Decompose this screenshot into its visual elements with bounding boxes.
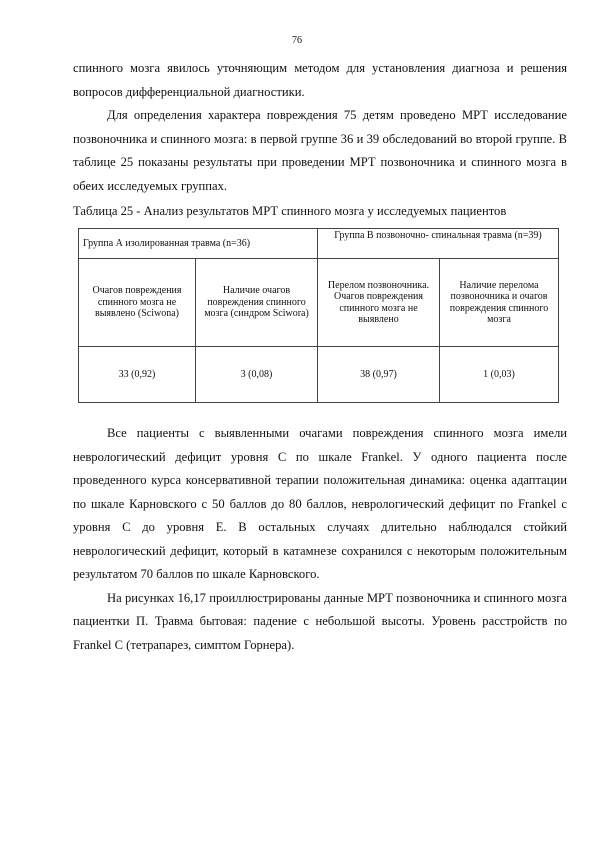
paragraph-frankel: Все пациенты с выявленными очагами повреждения спинного мозга имели неврологический дефицит уровня С по шкале Frankel. У одного пациента после проведенного курса консервативной терапии положительная динамика: оценка адаптации по шкале Карновского с 50 баллов до 80 баллов, неврологический дефицит по Frankel с уровня С до уровня Е. В остальных случаях длительно наблюдался стойкий неврологический дефицит, который в катамнезе сохранился с некоторым положительным результатом 70 баллов по шкале Карновского.: [73, 426, 567, 581]
table-row: [79, 347, 559, 403]
body-text-bottom: [73, 422, 567, 657]
page-number: 76: [292, 35, 302, 46]
table-value-cell: 38 (0,97): [318, 347, 440, 403]
table-value-cell: 33 (0,92): [79, 347, 196, 403]
table-header-cell: Перелом позвоночника. Очагов повреждения спинного мозга не выявлено: [318, 259, 440, 347]
paragraph-intro: спинного мозга явилось уточняющим методом для установления диагноза и решения вопросов дифференциальной диагностики.: [73, 61, 567, 99]
table-header-cell: Наличие очагов повреждения спинного мозга (синдром Sciwora): [196, 259, 318, 347]
body-text-top: [73, 57, 567, 198]
paragraph-mri-study: Для определения характера повреждения 75 детям проведено МРТ исследование позвоночника и спинного мозга: в первой группе 36 и 39 обследований во второй группе. В таблице 25 показаны результаты при проведении МРТ позвоночника и спинного мозга в обеих исследуемых группах.: [73, 108, 567, 193]
paragraph-figures: На рисунках 16,17 проиллюстрированы данные МРТ позвоночника и спинного мозга пациентки П. Травма бытовая: падение с небольшой высоты. Уровень расстройств по Frankel С (тетрапарез, симптом Горнера).: [73, 590, 567, 652]
table-value-cell: 1 (0,03): [440, 347, 559, 403]
table-header-cell: Наличие перелома позвоночника и очагов повреждения спинного мозга: [440, 259, 559, 347]
table-header-cell: Очагов повреждения спинного мозга не выявлено (Sciwona): [79, 259, 196, 347]
table-group-row: [79, 229, 559, 259]
group-b-header: Группа В позвоночно- спинальная травма (n=39): [318, 229, 559, 259]
table-caption: Таблица 25 - Анализ результатов МРТ спинного мозга у исследуемых пациентов: [73, 204, 507, 218]
group-a-header: Группа А изолированная травма (n=36): [79, 229, 318, 259]
table-header-row: [79, 259, 559, 347]
results-table: [78, 228, 559, 403]
table-value-cell: 3 (0,08): [196, 347, 318, 403]
